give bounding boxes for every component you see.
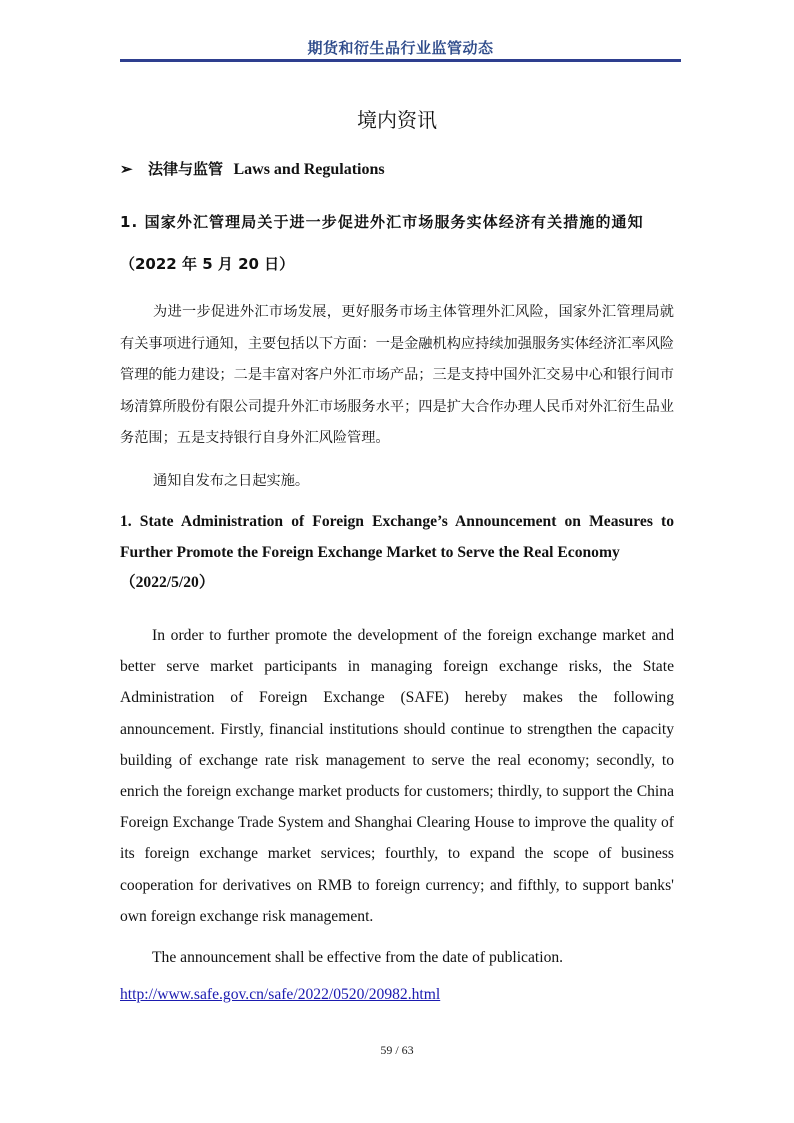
bullet-arrow-icon: ➢ <box>120 160 133 178</box>
article-body-en: In order to further promote the development of the foreign exchange market and better serve market participants in managing foreign exchange risks, the State Administration of Foreign Exchange (SAFE) hereby makes the following announcement. Firstly, financial institutions should continue to strengthen the capacity building of exchange rate risk management to serve the real economy; secondly, to enrich the foreign exchange market products for customers; thirdly, to support the China Foreign Exchange Trade System and Shanghai Clearing House to improve the quality of its foreign exchange market services; fourthly, to expand the scope of business cooperation for derivatives on RMB to foreign currency; and fifthly, to support banks' own foreign exchange risk management. <box>120 627 674 925</box>
category-heading <box>120 158 385 179</box>
effective-note-zh: 通知自发布之日起实施。 <box>153 473 310 489</box>
article-date-en: （2022/5/20） <box>120 574 215 591</box>
category-zh: 法律与监管 <box>148 160 224 178</box>
article-date-zh: （2022 年 5 月 20 日） <box>120 255 295 273</box>
page-number: 59 / 63 <box>380 1043 414 1057</box>
effective-note-en: The announcement shall be effective from the date of publication. <box>152 949 564 966</box>
article-title-zh: 1. 国家外汇管理局关于进一步促进外汇市场服务实体经济有关措施的通知 <box>120 213 644 231</box>
running-header: 期货和衍生品行业监管动态 <box>307 39 494 57</box>
section-title: 境内资讯 <box>357 108 437 132</box>
article-title-en: 1. State Administration of Foreign Exchange’s Announcement on Measures to Further Promote the Foreign Exchange Market to Serve the Real Economy <box>120 513 674 561</box>
article-body-zh: 为进一步促进外汇市场发展，更好服务市场主体管理外汇风险，国家外汇管理局就有关事项进行通知，主要包括以下方面：一是金融机构应持续加强服务实体经济汇率风险管理的能力建设；二是丰富对客户外汇市场产品；三是支持中国外汇交易中心和银行间市场清算所股份有限公司提升外汇市场服务水平；四是扩大合作办理人民币对外汇衍生品业务范围；五是支持银行自身外汇风险管理。 <box>120 304 674 446</box>
header-divider <box>120 59 681 62</box>
category-en: Laws and Regulations <box>233 161 385 178</box>
source-link[interactable]: http://www.safe.gov.cn/safe/2022/0520/20982.html <box>120 986 441 1003</box>
